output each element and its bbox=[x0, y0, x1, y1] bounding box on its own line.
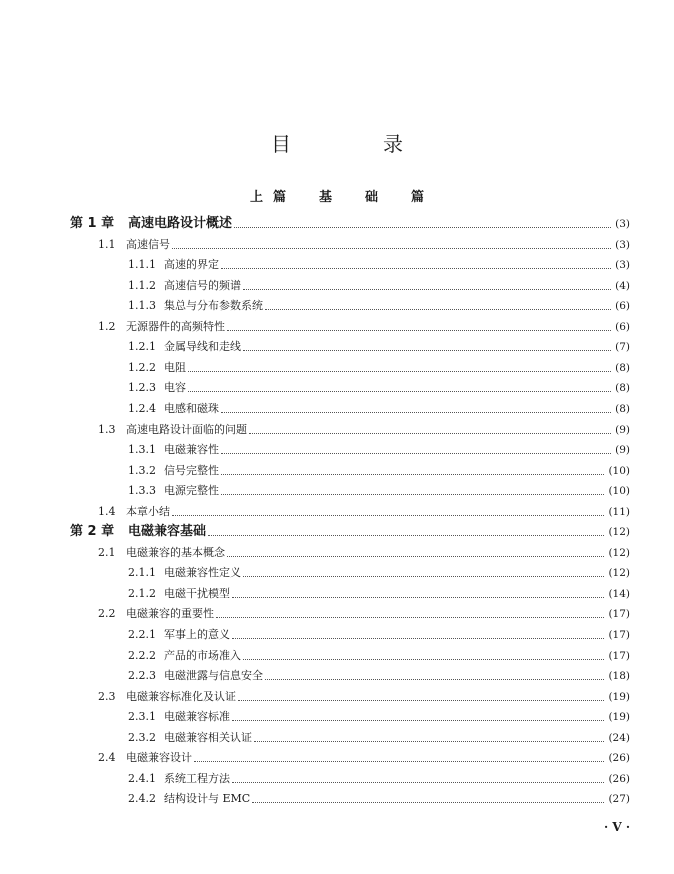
dot-leader bbox=[194, 760, 604, 762]
dot-leader bbox=[254, 740, 604, 742]
toc-entry bbox=[0, 584, 674, 605]
toc-entry-page: (7) bbox=[615, 341, 630, 354]
toc-entry bbox=[0, 255, 674, 276]
toc-entry-number: 2.4 bbox=[98, 751, 116, 765]
dot-leader bbox=[208, 534, 604, 536]
toc-entry-page: (6) bbox=[615, 320, 630, 333]
toc-entry-title: 电磁干扰模型 bbox=[164, 586, 230, 600]
toc-entry-number: 1.2.1 bbox=[128, 340, 156, 354]
toc-entry-page: (27) bbox=[608, 793, 630, 806]
toc-entry-title: 高速信号 bbox=[126, 237, 170, 251]
toc-entry-title: 系统工程方法 bbox=[164, 771, 230, 785]
toc-entry-page: (9) bbox=[615, 444, 630, 457]
toc-entry-number: 2.1.1 bbox=[128, 566, 156, 580]
toc-entry-title: 高速电路设计面临的问题 bbox=[126, 422, 247, 436]
toc-entry-number: 1.1.1 bbox=[128, 258, 156, 272]
toc-entry-title: 高速电路设计概述 bbox=[128, 216, 233, 231]
toc-entry bbox=[0, 440, 674, 461]
toc-entry-title: 电磁兼容的基本概念 bbox=[126, 545, 225, 559]
toc-entry bbox=[0, 337, 674, 358]
dot-leader bbox=[232, 719, 604, 721]
dot-leader bbox=[188, 390, 611, 392]
toc-entry-title: 电源完整性 bbox=[164, 484, 219, 498]
page-title: 目 录 bbox=[271, 132, 439, 156]
toc-entry bbox=[0, 543, 674, 564]
toc-entry bbox=[0, 769, 674, 790]
toc-entry bbox=[0, 399, 674, 420]
toc-entry-number: 1.4 bbox=[98, 504, 116, 518]
toc-entry bbox=[0, 481, 674, 502]
toc-entry bbox=[0, 666, 674, 687]
toc-entry-page: (17) bbox=[608, 608, 630, 621]
dot-leader bbox=[243, 349, 611, 351]
toc-entry bbox=[0, 461, 674, 482]
dot-leader bbox=[221, 473, 604, 475]
toc-entry-page: (24) bbox=[608, 731, 630, 744]
toc-entry-title: 高速信号的频谱 bbox=[164, 278, 241, 292]
toc-entry bbox=[0, 276, 674, 297]
toc-entry-number: 2.3 bbox=[98, 689, 116, 703]
dot-leader bbox=[234, 226, 611, 228]
dot-leader bbox=[238, 699, 604, 701]
dot-leader bbox=[243, 288, 611, 290]
toc-entry-number: 2.3.2 bbox=[128, 730, 156, 744]
dot-leader bbox=[188, 370, 611, 372]
toc-entry-number: 1.1 bbox=[98, 237, 116, 251]
toc-entry-page: (8) bbox=[615, 382, 630, 395]
toc-entry bbox=[0, 522, 674, 543]
dot-leader bbox=[227, 555, 604, 557]
dot-leader bbox=[243, 575, 604, 577]
dot-leader bbox=[232, 637, 604, 639]
toc-entry-number: 1.1.2 bbox=[128, 278, 156, 292]
toc-entry bbox=[0, 378, 674, 399]
toc-entry-number: 1.3.3 bbox=[128, 484, 156, 498]
dot-leader bbox=[265, 678, 604, 680]
toc-entry-title: 本章小结 bbox=[126, 504, 170, 518]
toc-entry-number: 1.3.1 bbox=[128, 443, 156, 457]
toc-entry-page: (4) bbox=[615, 279, 630, 292]
toc-entry-title: 电磁兼容标准 bbox=[164, 710, 230, 724]
toc-entry-page: (3) bbox=[615, 238, 630, 251]
toc-entry bbox=[0, 502, 674, 523]
dot-leader bbox=[243, 658, 604, 660]
toc-entry-title: 电容 bbox=[164, 381, 186, 395]
toc-entry-title: 信号完整性 bbox=[164, 463, 219, 477]
toc-entry-page: (3) bbox=[615, 218, 630, 230]
toc-entry-number: 1.2.4 bbox=[128, 401, 156, 415]
toc-entry-title: 电磁兼容的重要性 bbox=[126, 607, 214, 621]
toc-entry bbox=[0, 625, 674, 646]
dot-leader bbox=[221, 267, 611, 269]
toc-entry-number: 2.1 bbox=[98, 545, 116, 559]
dot-leader bbox=[227, 329, 611, 331]
toc-entry-page: (8) bbox=[615, 402, 630, 415]
dot-leader bbox=[232, 596, 604, 598]
toc-entry-page: (26) bbox=[608, 772, 630, 785]
toc-entry-number: 第 2 章 bbox=[70, 524, 115, 540]
toc-entry-number: 1.3.2 bbox=[128, 463, 156, 477]
page-number: · V · bbox=[603, 820, 630, 834]
toc-entry-title: 集总与分布参数系统 bbox=[164, 299, 263, 313]
toc-entry-page: (14) bbox=[608, 587, 630, 600]
toc-entry bbox=[0, 687, 674, 708]
toc-entry-title: 电磁兼容设计 bbox=[126, 751, 192, 765]
toc-entry-page: (10) bbox=[608, 485, 630, 498]
part-title: 上篇 基 础 篇 bbox=[249, 190, 434, 205]
toc-entry-number: 第 1 章 bbox=[70, 216, 115, 231]
toc-entry-page: (8) bbox=[615, 361, 630, 374]
toc-entry-page: (3) bbox=[615, 259, 630, 272]
toc-entry bbox=[0, 604, 674, 625]
toc-entry-title: 电磁兼容标准化及认证 bbox=[126, 689, 236, 703]
toc-entry-page: (10) bbox=[608, 464, 630, 477]
toc-entry-title: 高速的界定 bbox=[164, 258, 219, 272]
dot-leader bbox=[249, 432, 611, 434]
toc-entry-title: 产品的市场准入 bbox=[164, 648, 241, 662]
toc-entry-number: 2.1.2 bbox=[128, 586, 156, 600]
toc-entry bbox=[0, 728, 674, 749]
toc-entry-number: 1.2 bbox=[98, 319, 116, 333]
toc-entry-page: (9) bbox=[615, 423, 630, 436]
toc-entry-title: 结构设计与 EMC bbox=[164, 792, 251, 806]
toc-entry-title: 电磁兼容相关认证 bbox=[164, 730, 252, 744]
dot-leader bbox=[172, 247, 611, 249]
toc-entry-page: (19) bbox=[608, 690, 630, 703]
toc-entry-page: (18) bbox=[608, 670, 630, 683]
toc-entry bbox=[0, 748, 674, 769]
toc-entry bbox=[0, 563, 674, 584]
toc-entry-number: 2.3.1 bbox=[128, 710, 156, 724]
toc-entry-title: 电阻 bbox=[164, 360, 186, 374]
toc-entry-title: 电磁兼容基础 bbox=[128, 524, 207, 540]
toc-entry bbox=[0, 420, 674, 441]
toc-entry bbox=[0, 214, 674, 235]
toc-entry bbox=[0, 789, 674, 810]
dot-leader bbox=[252, 801, 604, 803]
toc-entry bbox=[0, 296, 674, 317]
toc-entry-title: 电磁兼容性 bbox=[164, 443, 219, 457]
dot-leader bbox=[216, 616, 604, 618]
toc-entry-title: 军事上的意义 bbox=[164, 628, 230, 641]
toc-entry-page: (19) bbox=[608, 711, 630, 724]
toc-entry bbox=[0, 317, 674, 338]
dot-leader bbox=[172, 514, 604, 516]
toc-entry-number: 2.4.2 bbox=[128, 792, 156, 806]
toc-entry bbox=[0, 358, 674, 379]
dot-leader bbox=[221, 411, 611, 413]
toc-entry bbox=[0, 707, 674, 728]
toc-entry-number: 1.1.3 bbox=[128, 299, 156, 313]
toc-entry-number: 2.2.1 bbox=[128, 628, 156, 641]
toc-entry-title: 电感和磁珠 bbox=[164, 401, 219, 415]
toc-entry-number: 2.2.3 bbox=[128, 669, 156, 683]
toc-entry-page: (17) bbox=[608, 629, 630, 641]
toc-entry-number: 1.3 bbox=[98, 422, 116, 436]
toc-entry-title: 无源器件的高频特性 bbox=[126, 319, 225, 333]
dot-leader bbox=[265, 308, 611, 310]
toc-entry-page: (6) bbox=[615, 300, 630, 313]
toc-entry bbox=[0, 235, 674, 256]
toc-entry-number: 1.2.2 bbox=[128, 360, 156, 374]
toc-entry-page: (12) bbox=[608, 546, 630, 559]
toc-entry-page: (17) bbox=[608, 649, 630, 662]
toc-entry-number: 2.4.1 bbox=[128, 771, 156, 785]
toc-entry-page: (12) bbox=[608, 567, 630, 580]
dot-leader bbox=[232, 781, 604, 783]
toc-entry-number: 2.2.2 bbox=[128, 648, 156, 662]
toc-entry-title: 电磁兼容性定义 bbox=[164, 566, 241, 580]
toc-entry bbox=[0, 646, 674, 667]
dot-leader bbox=[221, 452, 611, 454]
toc-entry-title: 电磁泄露与信息安全 bbox=[164, 669, 263, 683]
toc-entry-number: 2.2 bbox=[98, 607, 116, 621]
toc-entry-number: 1.2.3 bbox=[128, 381, 156, 395]
toc-entry-page: (12) bbox=[608, 526, 630, 539]
toc-entry-title: 金属导线和走线 bbox=[164, 340, 241, 354]
dot-leader bbox=[221, 493, 604, 495]
toc-entry-page: (11) bbox=[608, 505, 630, 518]
toc-entry-page: (26) bbox=[608, 752, 630, 765]
